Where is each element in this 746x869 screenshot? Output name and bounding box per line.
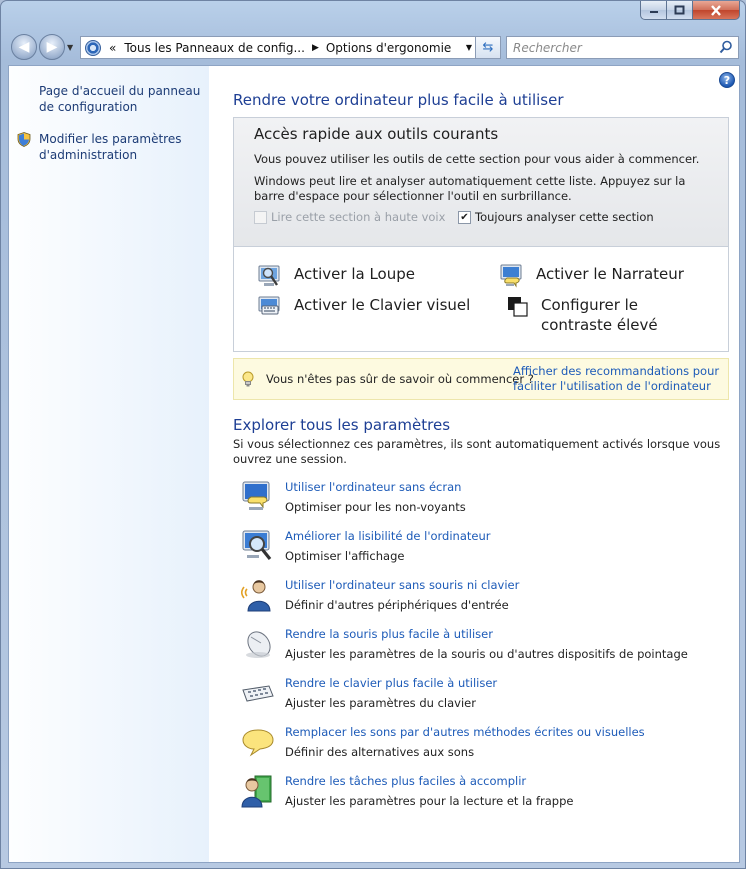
tool-onscreen-keyboard-label: Activer le Clavier visuel [294,296,471,314]
tool-magnifier-label: Activer la Loupe [294,265,415,283]
keyboard-icon [241,676,275,710]
explore-description: Si vous sélectionnez ces paramètres, ils sont automatiquement activés lorsque vous ouvrez une session. [233,437,721,466]
speech-bubble-icon [241,725,275,759]
recent-pages-dropdown[interactable]: ▼ [67,43,74,52]
setting-item-no-display[interactable] [241,480,721,524]
refresh-icon: ⇆ [482,40,494,55]
page-title: Rendre votre ordinateur plus facile à utiliser [233,91,564,109]
arrow-right-icon: ▶ [46,39,58,55]
setting-item-title[interactable]: Utiliser l'ordinateur sans écran [285,480,462,494]
read-aloud-checkbox[interactable] [254,210,445,224]
control-panel-icon [85,40,101,56]
tip-banner [233,358,729,400]
quick-access-header [234,118,728,247]
user-book-icon [241,774,275,808]
search-input[interactable] [506,36,739,59]
setting-item-readability[interactable] [241,529,721,573]
tool-magnifier[interactable] [258,264,415,288]
onscreen-keyboard-icon [258,295,282,319]
caption-buttons [640,1,740,20]
tool-narrator-label: Activer le Narrateur [536,265,684,283]
setting-item-subtitle: Ajuster les paramètres de la souris ou d'autres dispositifs de pointage [285,647,688,661]
setting-item-title[interactable]: Utiliser l'ordinateur sans souris ni clavier [285,578,520,592]
minimize-button[interactable] [640,1,667,20]
checkmark-icon: ✔ [458,211,471,224]
mouse-icon [241,627,275,661]
setting-item-title[interactable]: Améliorer la lisibilité de l'ordinateur [285,529,491,543]
monitor-magnifier-icon [241,529,275,563]
address-bar[interactable] [80,36,478,59]
help-icon[interactable]: ? [719,72,735,88]
recommendations-link[interactable]: Afficher des recommandations pour faciliter l'utilisation de l'ordinateur [513,364,720,393]
explore-heading: Explorer tous les paramètres [233,416,451,434]
content-area [8,65,740,863]
setting-item-sounds[interactable] [241,725,721,769]
setting-item-keyboard[interactable] [241,676,721,720]
quick-access-intro: Vous pouvez utiliser les outils de cette section pour vous aider à commencer. [254,152,700,166]
setting-item-subtitle: Ajuster les paramètres du clavier [285,696,476,710]
setting-item-tasks[interactable] [241,774,721,818]
narrator-icon [500,264,524,288]
setting-item-title[interactable]: Rendre les tâches plus faciles à accomplir [285,774,527,788]
maximize-button[interactable] [667,1,693,20]
setting-item-subtitle: Définir des alternatives aux sons [285,745,475,759]
setting-item-mouse[interactable] [241,627,721,671]
back-button[interactable] [11,34,37,60]
minimize-icon [649,5,659,15]
tip-question: Vous n'êtes pas sûr de savoir où commencer ? [266,372,534,386]
maximize-icon [674,5,685,15]
search-icon[interactable] [719,40,733,54]
forward-button[interactable] [39,34,65,60]
close-icon [710,5,722,16]
always-scan-checkbox[interactable] [458,210,654,224]
setting-item-subtitle: Définir d'autres périphériques d'entrée [285,598,509,612]
navigation-bar [9,34,739,60]
search-placeholder: Rechercher [513,40,582,55]
shield-icon [17,132,31,147]
checkbox-box [254,211,267,224]
refresh-button[interactable] [475,36,501,59]
always-scan-label: Toujours analyser cette section [475,210,654,224]
quick-access-title: Accès rapide aux outils courants [254,125,499,143]
setting-item-subtitle: Ajuster les paramètres pour la lecture et la frappe [285,794,574,808]
setting-item-subtitle: Optimiser pour les non-voyants [285,500,466,514]
lightbulb-icon [242,371,254,388]
arrow-left-icon: ◀ [18,39,30,55]
breadcrumb-ease-of-access[interactable]: Options d'ergonomie [325,40,452,55]
speaking-user-icon [241,578,275,612]
sidebar-item-control-panel-home[interactable]: Page d'accueil du panneau de configuration [39,84,201,114]
setting-item-title[interactable]: Rendre la souris plus facile à utiliser [285,627,493,641]
close-button[interactable] [693,1,740,20]
high-contrast-icon [506,295,530,319]
tool-narrator[interactable] [500,264,684,288]
quick-access-panel [233,117,729,352]
setting-item-no-mouse-keyboard[interactable] [241,578,721,622]
breadcrumb-all-panels[interactable]: Tous les Panneaux de config... [124,40,305,55]
address-dropdown-icon[interactable]: ▼ [465,43,473,52]
breadcrumb-overflow[interactable]: « [109,40,117,55]
quick-access-scan-text: Windows peut lire et analyser automatiquement cette liste. Appuyez sur la barre d'espace pour sélectionner l'outil en surbrillance. [254,174,686,203]
setting-item-title[interactable]: Remplacer les sons par d'autres méthodes écrites ou visuelles [285,725,645,739]
magnifier-icon [258,264,282,288]
setting-item-subtitle: Optimiser l'affichage [285,549,405,563]
tool-high-contrast-label: Configurer le contraste élevé [541,296,658,334]
tool-onscreen-keyboard[interactable] [258,295,470,319]
monitor-speech-icon [241,480,275,514]
setting-item-title[interactable]: Rendre le clavier plus facile à utiliser [285,676,498,690]
sidebar-item-admin-settings[interactable]: Modifier les paramètres d'administration [39,132,182,162]
tool-high-contrast[interactable] [506,295,706,335]
breadcrumb-separator-icon[interactable]: ▶ [311,42,319,53]
read-aloud-label: Lire cette section à haute voix [271,210,446,224]
sidebar [9,66,209,862]
